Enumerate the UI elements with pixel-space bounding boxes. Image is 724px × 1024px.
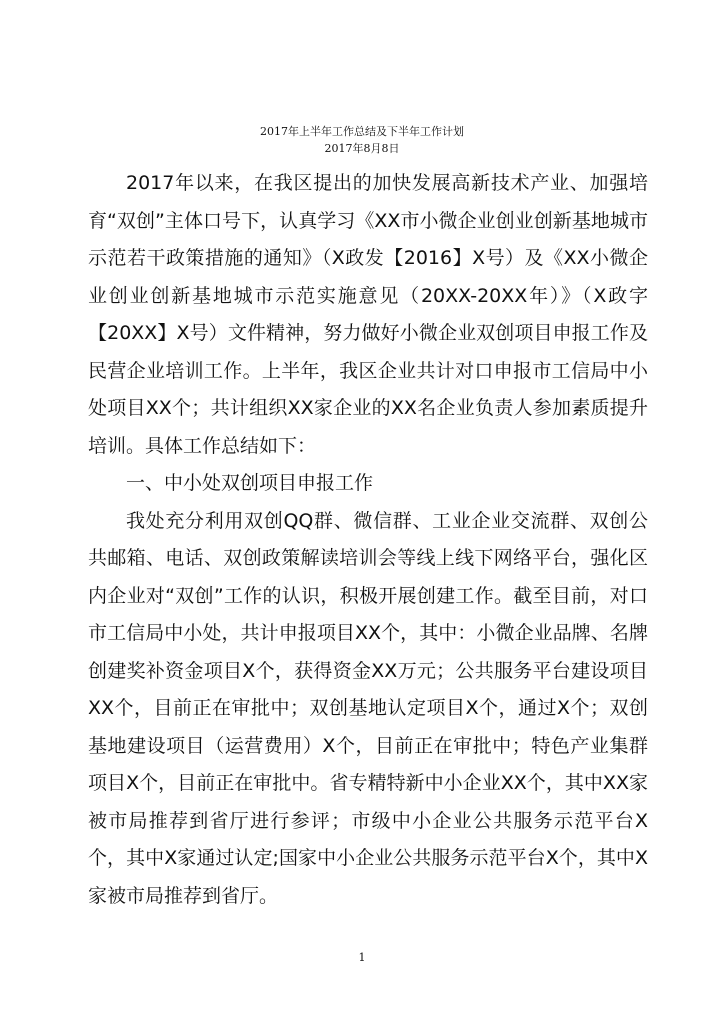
paragraph-section-1: 我处充分利用双创QQ群、微信群、工业企业交流群、双创公共邮箱、电话、双创政策解读培训会等线上线下网络平台，强化区内企业对“双创”工作的认识，积极开展创建工作。截至目前，对口市工信局中小处，共计申报项目XX个，其中：小微企业品牌、名牌创建奖补资金项目X个，获得资金XX万元；公共服务平台建设项目XX个，目前正在审批中；双创基地认定项目X个，通过X个；双创基地建设项目（运营费用）X个，目前正在审批中；特色产业集群项目X个，目前正在审批中。省专精特新中小企业XX个，其中XX家被市局推荐到省厅进行参评；市级中小企业公共服务示范平台X个，其中X家通过认定;国家中小企业公共服务示范平台X个，其中X家被市局推荐到省厅。 (88, 509, 648, 907)
paragraph-intro: 2017年以来，在我区提出的加快发展高新技术产业、加强培育“双创”主体口号下，认真学习《XX市小微企业创业创新基地城市示范若干政策措施的通知》（X政发【2016】X号）及《XX小微企业创业创新基地城市示范实施意见（20XX-20XX年）》（X政字【20XX】X号）文件精神，努力做好小微企业双创项目申报工作及民营企业培训工作。上半年，我区企业共计对口申报市工信局中小处项目XX个；共计组织XX家企业的XX名企业负责人参加素质提升培训。具体工作总结如下： (88, 172, 648, 457)
document-body (88, 165, 648, 915)
document-date: 2017年8月8日 (324, 142, 400, 155)
page-number: 1 (358, 951, 366, 964)
section-heading: 一、中小处双创项目申报工作 (126, 472, 374, 494)
document-title: 2017年上半年工作总结及下半年工作计划 (260, 125, 464, 138)
